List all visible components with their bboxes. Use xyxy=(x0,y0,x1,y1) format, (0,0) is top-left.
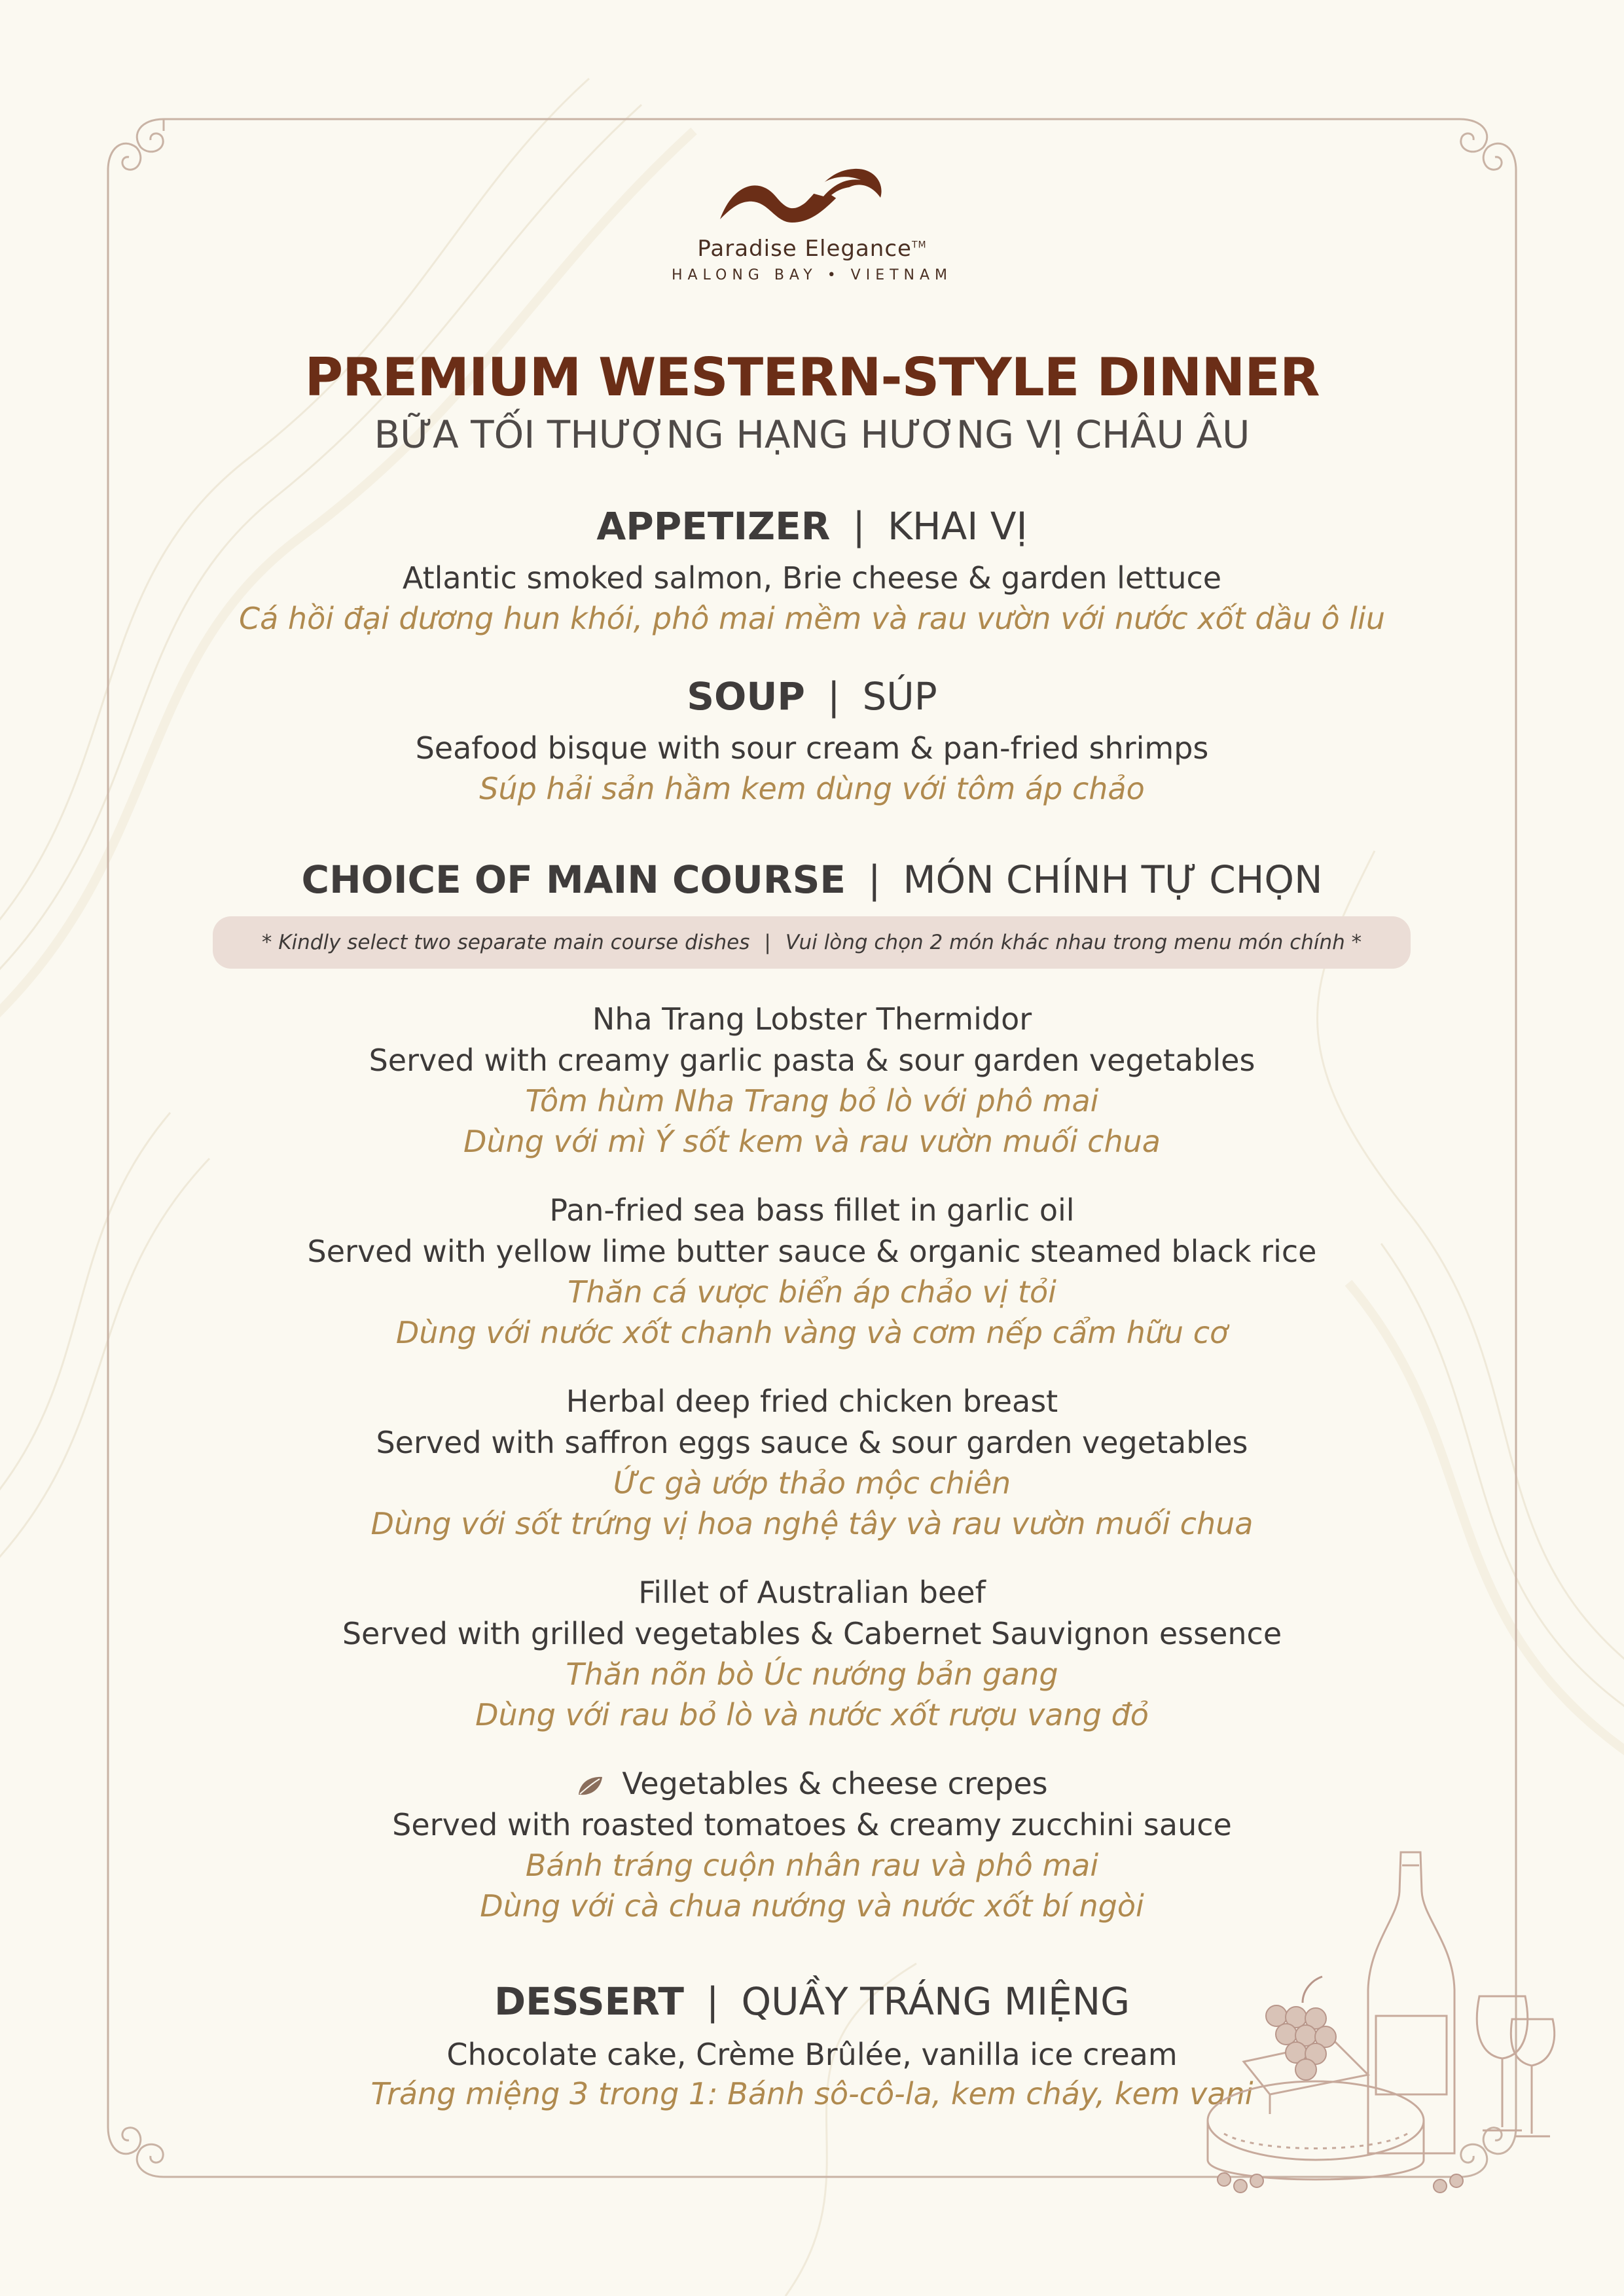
brand-name: Paradise Elegance™ xyxy=(697,236,927,262)
dish-name-en: Herbal deep fried chicken breast xyxy=(566,1384,1058,1419)
dish-served-en: Served with grilled vegetables & Cabernet Sauvignon essence xyxy=(342,1616,1282,1651)
dish-served-en: Served with creamy garlic pasta & sour garden vegetables xyxy=(369,1043,1255,1078)
dish-name-en-vegetarian: Vegetables & cheese crepes xyxy=(0,1766,1624,1801)
dish-name-en: Pan-fried sea bass fillet in garlic oil xyxy=(549,1193,1075,1228)
menu-subtitle: BỮA TỐI THƯỢNG HẠNG HƯƠNG VỊ CHÂU ÂU xyxy=(374,412,1250,457)
main-course-heading: CHOICE OF MAIN COURSE | MÓN CHÍNH TỰ CHỌN xyxy=(301,857,1323,902)
dish-name-en: Nha Trang Lobster Thermidor xyxy=(592,1001,1032,1037)
appetizer-item-vi: Cá hồi đại dương hun khói, phô mai mềm và rau vườn với nước xốt dầu ô liu xyxy=(238,601,1385,636)
dish-name-vi: Bánh tráng cuộn nhân rau và phô mai xyxy=(525,1848,1099,1883)
dish-name-en: Fillet of Australian beef xyxy=(638,1575,986,1610)
dish-served-vi: Dùng với sốt trứng vị hoa nghệ tây và rau vườn muối chua xyxy=(370,1506,1254,1541)
dessert-heading: DESSERT | QUẦY TRÁNG MIỆNG xyxy=(494,1979,1130,2024)
soup-item-en: Seafood bisque with sour cream & pan-fried shrimps xyxy=(415,730,1209,766)
dish-served-vi: Dùng với rau bỏ lò và nước xốt rượu vang đỏ xyxy=(475,1697,1149,1732)
dessert-item-vi: Tráng miệng 3 trong 1: Bánh sô-cô-la, kem cháy, kem vani xyxy=(370,2076,1254,2111)
soup-heading: SOUP | SÚP xyxy=(687,674,937,719)
dish-name-vi: Thăn cá vược biển áp chảo vị tỏi xyxy=(568,1274,1056,1310)
dish-name-vi: Tôm hùm Nha Trang bỏ lò với phô mai xyxy=(525,1083,1099,1119)
appetizer-item-en: Atlantic smoked salmon, Brie cheese & garden lettuce xyxy=(402,560,1222,596)
dish-name-vi: Thăn nõn bò Úc nướng bản gang xyxy=(566,1657,1058,1692)
paradise-wave-logo xyxy=(713,157,890,236)
dish-name-vi: Ức gà ướp thảo mộc chiên xyxy=(613,1465,1011,1501)
appetizer-heading: APPETIZER | KHAI VỊ xyxy=(596,504,1028,548)
dish-served-en: Served with saffron eggs sauce & sour garden vegetables xyxy=(376,1425,1248,1460)
dish-served-en: Served with yellow lime butter sauce & organic steamed black rice xyxy=(307,1234,1317,1269)
leaf-icon xyxy=(576,1775,604,1797)
wine-cheese-illustration xyxy=(1204,1846,1558,2212)
dish-served-vi: Dùng với nước xốt chanh vàng và cơm nếp cẩm hữu cơ xyxy=(395,1315,1229,1350)
menu-title: PREMIUM WESTERN-STYLE DINNER xyxy=(304,347,1320,408)
brand-location: HALONG BAY • VIETNAM xyxy=(671,267,953,283)
soup-item-vi: Súp hải sản hầm kem dùng với tôm áp chảo xyxy=(479,771,1145,806)
dish-served-vi: Dùng với mì Ý sốt kem và rau vườn muối chua xyxy=(463,1124,1161,1159)
dish-served-vi: Dùng với cà chua nướng và nước xốt bí ngòi xyxy=(480,1888,1144,1924)
dish-served-en: Served with roasted tomatoes & creamy zucchini sauce xyxy=(392,1807,1232,1842)
main-course-note: * Kindly select two separate main course dishes | Vui lòng chọn 2 món khác nhau trong menu món chính * xyxy=(213,916,1411,969)
dessert-item-en: Chocolate cake, Crème Brûlée, vanilla ice cream xyxy=(446,2037,1178,2072)
